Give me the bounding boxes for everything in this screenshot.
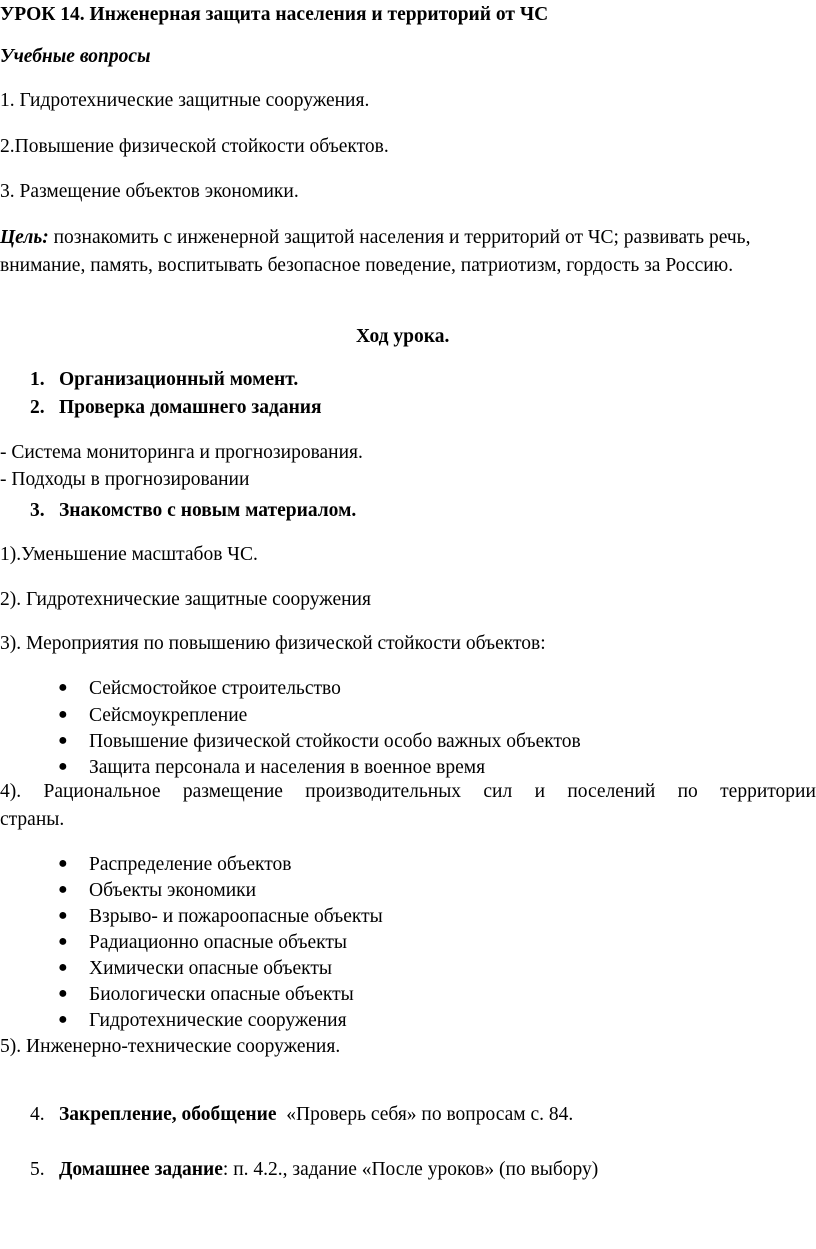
step-1-number: 1. (30, 369, 45, 390)
questions-heading: Учебные вопросы (0, 46, 151, 67)
list-item: Повышение физической стойкости особо важных объектов (89, 731, 581, 752)
material-point-3: 3). Мероприятия по повышению физической стойкости объектов: (0, 633, 546, 654)
p4-word: размещение (182, 781, 283, 802)
p4-word: Рациональное (43, 781, 161, 802)
p4-word: производительных (305, 781, 462, 802)
homework-check-1: - Система мониторинга и прогнозирования. (0, 442, 363, 463)
p4-word: поселений (567, 781, 656, 802)
p4-word: территории (720, 781, 816, 802)
bullet-icon: ● (58, 985, 68, 1002)
step-5-title: Домашнее задание (59, 1159, 223, 1180)
list-item: Гидротехнические сооружения (89, 1010, 347, 1031)
list-item: Химически опасные объекты (89, 958, 333, 979)
bullet-icon: ● (58, 679, 68, 696)
bullet-icon: ● (58, 706, 68, 723)
p4-word: и (534, 781, 546, 802)
material-point-1: 1).Уменьшение масштабов ЧС. (0, 544, 258, 565)
material-point-5: 5). Инженерно-технические сооружения. (0, 1036, 341, 1057)
p4-word: по (677, 781, 698, 802)
bullet-icon: ● (58, 933, 68, 950)
goal-label: Цель: (0, 227, 49, 248)
step-5-text: : п. 4.2., задание «После уроков» (по выбору) (222, 1159, 599, 1180)
bullet-icon: ● (58, 855, 68, 872)
lesson-title: УРОК 14. Инженерная защита населения и территорий от ЧС (0, 4, 549, 25)
goal-line-1 (0, 226, 750, 250)
bullet-icon: ● (58, 959, 68, 976)
step-5-line (59, 1158, 598, 1182)
list-item: Сейсмостойкое строительство (89, 678, 341, 699)
step-3-title: Знакомство с новым материалом. (59, 500, 357, 521)
bullet-icon: ● (58, 881, 68, 898)
step-2-title: Проверка домашнего задания (59, 397, 322, 418)
bullet-icon: ● (58, 758, 68, 775)
step-1-title: Организационный момент. (59, 369, 299, 390)
question-3: 3. Размещение объектов экономики. (0, 181, 299, 202)
list-item: Радиационно опасные объекты (89, 932, 347, 953)
material-point-4-line-1 (0, 780, 816, 804)
step-3-number: 3. (30, 500, 45, 521)
step-4-title: Закрепление, обобщение (59, 1104, 277, 1125)
bullet-icon: ● (58, 1011, 68, 1028)
list-item: Сейсмоукрепление (89, 705, 248, 726)
list-item: Биологически опасные объекты (89, 984, 354, 1005)
homework-check-2: - Подходы в прогнозировании (0, 469, 250, 490)
step-5-number: 5. (30, 1159, 45, 1180)
bullet-icon: ● (58, 907, 68, 924)
list-item: Взрыво- и пожароопасные объекты (89, 906, 383, 927)
list-item: Защита персонала и населения в военное время (89, 757, 486, 778)
bullet-icon: ● (58, 732, 68, 749)
step-4-text: «Проверь себя» по вопросам с. 84. (286, 1104, 574, 1125)
goal-text-1: познакомить с инженерной защитой населения и территорий от ЧС; развивать речь, (48, 227, 751, 248)
step-4-line (59, 1103, 573, 1127)
material-point-4-line-2: страны. (0, 809, 65, 830)
p4-word: сил (483, 781, 513, 802)
question-1: 1. Гидротехнические защитные сооружения. (0, 90, 370, 111)
step-4-number: 4. (30, 1104, 45, 1125)
lesson-heading: Ход урока. (356, 326, 450, 347)
list-item: Распределение объектов (89, 854, 292, 875)
goal-line-2: внимание, память, воспитывать безопасное поведение, патриотизм, гордость за Россию. (0, 255, 734, 276)
p4-word: 4). (0, 781, 22, 802)
material-point-2: 2). Гидротехнические защитные сооружения (0, 589, 371, 610)
question-2: 2.Повышение физической стойкости объектов. (0, 136, 389, 157)
list-item: Объекты экономики (89, 880, 257, 901)
step-2-number: 2. (30, 397, 45, 418)
